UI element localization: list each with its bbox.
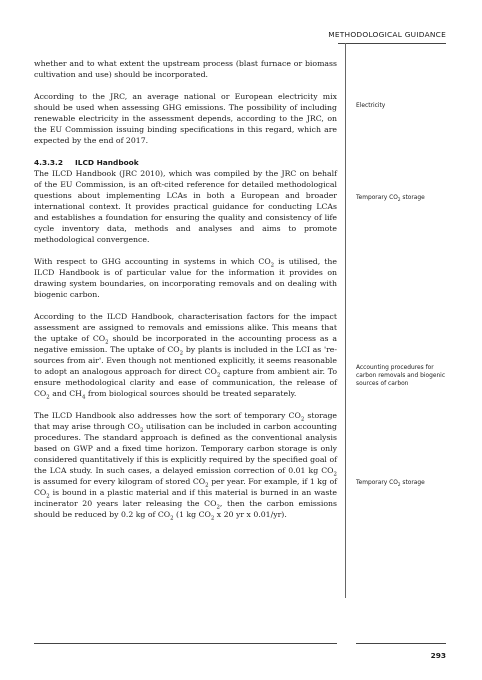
paragraph-temporary-storage: The ILCD Handbook also addresses how the sort of temporary $CO_2$ storage that may arise through $CO_2$ utilisation can be included in carbon accounting procedures. The standard approach is defined as the conventional analysis based on GWP and a fixed time horizon. Temporary carbon storage is only considered quantitatively if this is explicitly required by the specified goal of the LCA study. In such cases, a delayed emission correction of 0.01 kg $CO_2$ is assumed for every kilogram of stored $CO_2$ per year. For example, if 1 kg of $CO_2$ is bound in a plastic material and if this material is burned in an waste incinerator 20 years later releasing the $CO_2$, then the carbon emissions should be reduced by 0.2 kg of $CO_2$ (1 kg $CO_2$ x 20 yr x 0.01/yr). — [34, 411, 338, 522]
margin-note-electricity: Electricity — [356, 103, 386, 109]
paragraph-characterisation: According to the ILCD Handbook, characterisation factors for the impact assessment are assigned to removals and emissions alike. This means that the uptake of $CO_2$ should be incorporated in the accounting process as a negative emission. The uptake of $CO_2$ by plants is included in the LCI as 're-sources from air'. Even though not mentioned explicitly, it seems reasonable to adopt an analogous approach for direct $CO_2$ capture from ambient air. To ensure methodological clarity and ease of communication, the release of $CO_2$ and $CH_4$ from biological sources should be treated separately. — [34, 312, 337, 401]
margin-note-temporary-storage-2: Temporary $CO_2$ storage — [356, 480, 425, 488]
page-number: 293 — [430, 651, 446, 660]
paragraph-ghg-accounting: With respect to GHG accounting in systems in which $CO_2$ is utilised, the ILCD Handbook is of particular value for the information it provides on drawing system boundaries, on incorporating removals and on dealing with biogenic carbon. — [34, 257, 337, 299]
paragraph-ilcd: The ILCD Handbook (JRC 2010), which was compiled by the JRC on behalf of the EU Commission, is an oft-cited reference for detailed methodological questions about implementing LCAs in both a European and broader international context. It provides practical guidance for conducting LCAs and establishes a foundation for ensuring the quality and consistency of life cycle inventory data, methods and analyses and aims to promote methodological convergence. — [34, 169, 337, 244]
margin-note-accounting: Accounting procedures for carbon removals and biogenic sources of carbon — [356, 365, 446, 387]
footer-rule-main — [34, 643, 337, 644]
footer-rule-side — [356, 643, 446, 644]
paragraph-electricity: According to the JRC, an average national or European electricity mix should be used when assessing GHG emissions. The possibility of including renewable electricity in the assessment depends, according to the JRC, on the EU Commission issuing binding specifications in this regard, which are expected by the end of 2017. — [34, 92, 337, 145]
margin-note-temporary-storage: Temporary $CO_2$ storage — [356, 195, 425, 203]
running-header: METHODOLOGICAL GUIDANCE — [328, 30, 446, 39]
main-column — [34, 58, 337, 520]
paragraph: whether and to what extent the upstream process (blast furnace or biomass cultivation and use) should be incorporated. — [34, 59, 337, 79]
section-title: ILCD Handbook — [75, 158, 139, 167]
section-number: 4.3.3.2 — [34, 158, 63, 167]
section-heading — [34, 157, 337, 168]
column-divider — [345, 43, 346, 598]
header-rule — [338, 43, 446, 44]
